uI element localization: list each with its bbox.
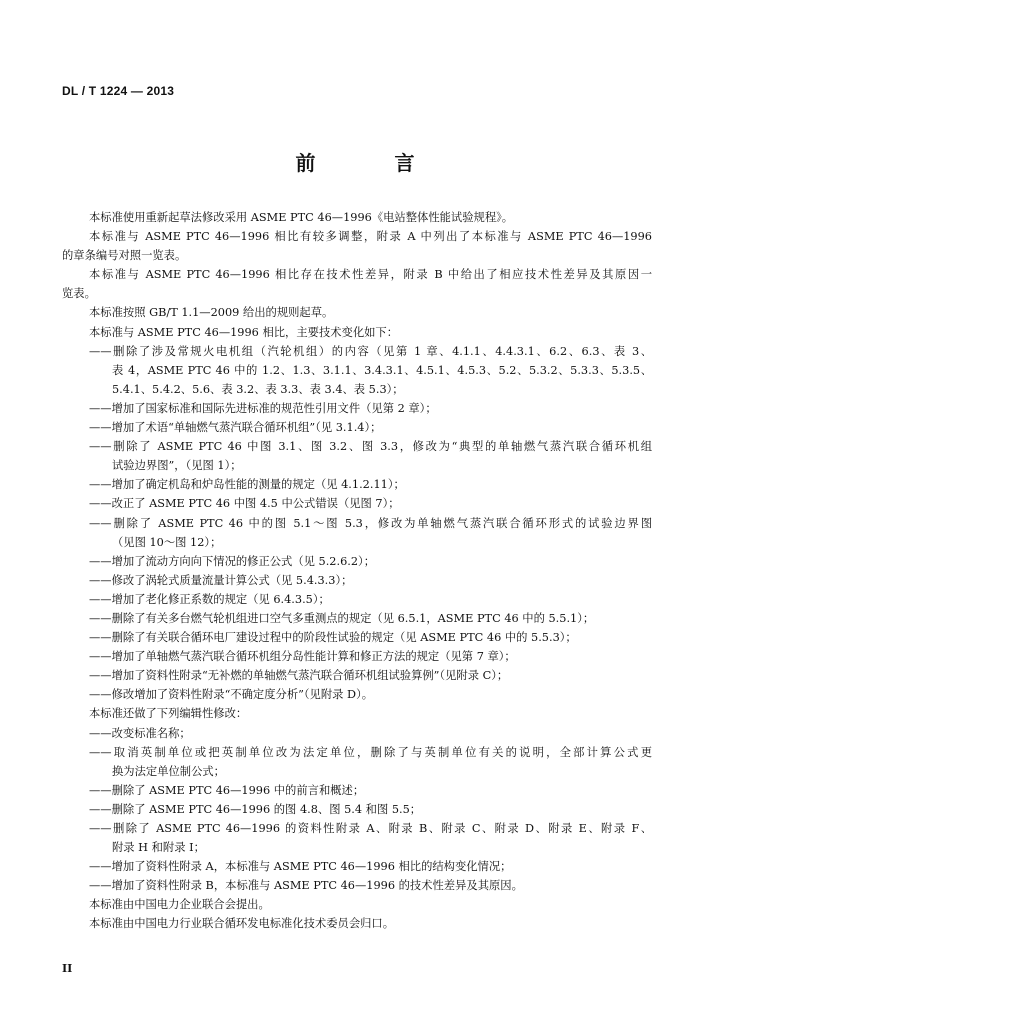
list-item: ——增加了确定机岛和炉岛性能的测量的规定（见 4.1.2.11）； — [89, 478, 405, 492]
list-item: ——增加了资料性附录“无补燃的单轴燃气蒸汽联合循环机组试验算例”（见附录 C）； — [89, 669, 509, 683]
list-item: ——删除了 ASME PTC 46 中的图 5.1～图 5.3，修改为单轴燃气蒸汽联合循环形式的试验边界图 — [89, 516, 652, 530]
list-item: ——修改了涡轮式质量流量计算公式（见 5.4.3.3）； — [89, 573, 353, 587]
list-item: ——修改增加了资料性附录“不确定度分析”（见附录 D）。 — [89, 688, 374, 702]
list-item: ——增加了术语“单轴燃气蒸汽联合循环机组”（见 3.1.4）； — [89, 421, 382, 435]
list-item: ——删除了 ASME PTC 46—1996 中的前言和概述； — [89, 783, 365, 797]
paragraph-line: 本标准还做了下列编辑性修改： — [89, 707, 248, 721]
paragraph-line: 本标准由中国电力企业联合会提出。 — [89, 898, 270, 912]
paragraph-line: 的章条编号对照一览表。 — [62, 249, 187, 263]
paragraph-line: 本标准按照 GB/T 1.1—2009 给出的规则起草。 — [89, 306, 334, 320]
paragraph-line: 本标准由中国电力行业联合循环发电标准化技术委员会归口。 — [89, 917, 395, 931]
paragraph-line: 本标准使用重新起草法修改采用 ASME PTC 46—1996《电站整体性能试验规程》。 — [89, 211, 514, 224]
list-item: ——删除了 ASME PTC 46 中图 3.1、图 3.2、图 3.3，修改为“典型的单轴燃气蒸汽联合循环机组 — [89, 440, 652, 454]
list-item: ——增加了流动方向向下情况的修正公式（见 5.2.6.2）； — [89, 554, 375, 568]
list-item-continuation: 附录 H 和附录 I； — [112, 841, 205, 855]
list-item-continuation: 表 4，ASME PTC 46 中的 1.2、1.3、3.1.1、3.4.3.1、4.5.1、4.5.3、5.2、5.3.2、5.3.3、5.3.5、 — [112, 363, 652, 377]
paragraph-line: 本标准与 ASME PTC 46—1996 相比存在技术性差异，附录 B 中给出了相应技术性差异及其原因一 — [89, 268, 652, 282]
list-item-continuation: （见图 10～图 12）； — [112, 535, 222, 549]
paragraph-line: 本标准与 ASME PTC 46—1996 相比有较多调整，附录 A 中列出了本标准与 ASME PTC 46—1996 — [89, 230, 652, 244]
list-item: ——取消英制单位或把英制单位改为法定单位，删除了与英制单位有关的说明，全部计算公式更 — [89, 745, 652, 759]
list-item: ——删除了涉及常规火电机组（汽轮机组）的内容（见第 1 章、4.1.1、4.4.3.1、6.2、6.3、表 3、 — [89, 344, 652, 358]
list-item: ——删除了有关联合循环电厂建设过程中的阶段性试验的规定（见 ASME PTC 46 中的 5.5.3）； — [89, 631, 577, 645]
list-item: ——改变标准名称； — [89, 726, 191, 740]
list-item: ——增加了单轴燃气蒸汽联合循环机组分岛性能计算和修正方法的规定（见第 7 章）； — [89, 650, 516, 664]
list-item: ——删除了 ASME PTC 46—1996 的资料性附录 A、附录 B、附录 C、附录 D、附录 E、附录 F、 — [89, 822, 652, 835]
paragraph-line: 览表。 — [62, 287, 96, 301]
list-item-continuation: 试验边界图”，（见图 1）； — [112, 459, 242, 473]
list-item-continuation: 换为法定单位制公式； — [112, 764, 225, 778]
list-item: ——删除了 ASME PTC 46—1996 的图 4.8、图 5.4 和图 5.5； — [89, 802, 422, 816]
page-number: II — [62, 962, 73, 975]
list-item: ——增加了资料性附录 B，本标准与 ASME PTC 46—1996 的技术性差异及其原因。 — [89, 879, 523, 893]
foreword-body — [62, 208, 652, 934]
list-item: ——删除了有关多台燃气轮机组进口空气多重测点的规定（见 6.5.1，ASME PTC 46 中的 5.5.1）； — [89, 611, 595, 625]
list-item: ——改正了 ASME PTC 46 中图 4.5 中公式错误（见图 7）； — [89, 497, 400, 511]
list-item: ——增加了老化修正系数的规定（见 6.4.3.5）； — [89, 592, 330, 606]
list-item: ——增加了国家标准和国际先进标准的规范性引用文件（见第 2 章）； — [89, 401, 437, 415]
list-item-continuation: 5.4.1、5.4.2、5.6、表 3.2、表 3.3、表 3.4、表 5.3）； — [112, 382, 404, 396]
standard-code: DL / T 1224 — 2013 — [62, 84, 175, 98]
list-item: ——增加了资料性附录 A，本标准与 ASME PTC 46—1996 相比的结构变化情况； — [89, 860, 512, 874]
page-title: 前 言 — [295, 151, 451, 175]
paragraph-line: 本标准与 ASME PTC 46—1996 相比，主要技术变化如下： — [89, 325, 399, 339]
